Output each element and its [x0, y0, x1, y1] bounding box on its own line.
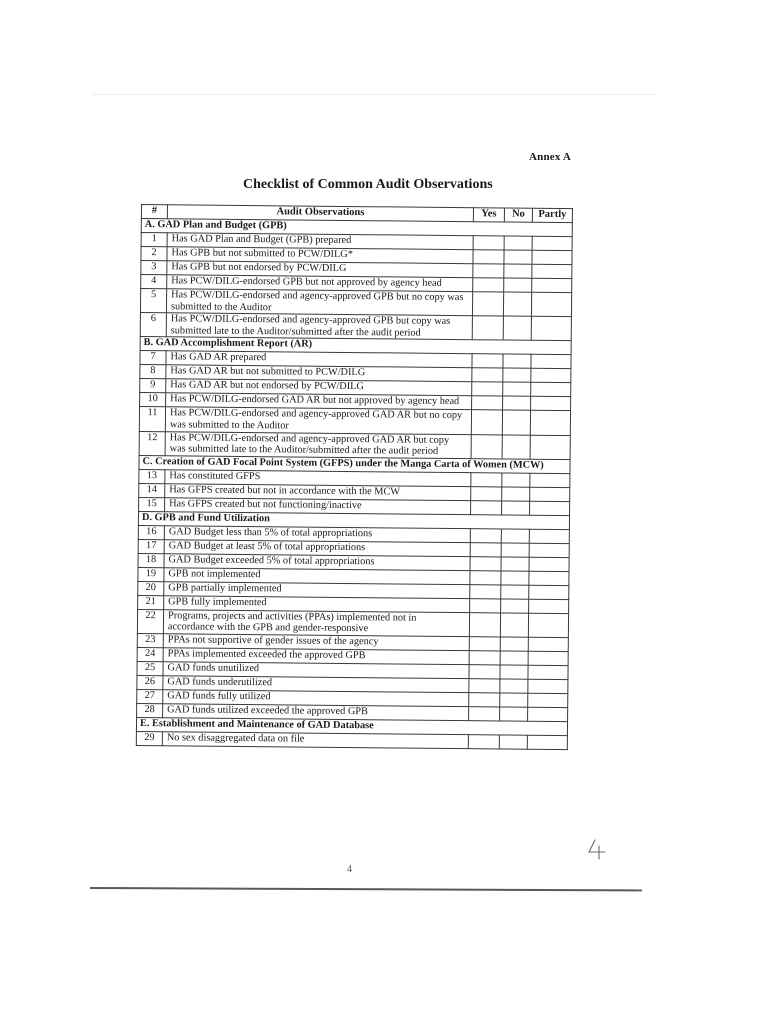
checkbox-partly[interactable]	[528, 651, 568, 665]
checkbox-no[interactable]	[501, 557, 529, 571]
item-number: 6	[140, 313, 166, 337]
table-row	[139, 431, 570, 459]
header-audit-observations: Audit Observations	[167, 205, 473, 222]
checkbox-no[interactable]	[502, 435, 530, 459]
checkbox-yes[interactable]	[469, 679, 500, 693]
checkbox-yes[interactable]	[471, 410, 502, 434]
checkbox-yes[interactable]	[470, 598, 501, 612]
checkbox-no[interactable]	[503, 292, 531, 316]
observation-text: Has GAD AR prepared	[166, 351, 472, 368]
checkbox-partly[interactable]	[529, 571, 569, 585]
checkbox-partly[interactable]	[528, 637, 568, 651]
observation-text: Has GAD AR but not submitted to PCW/DILG	[166, 365, 472, 382]
checkbox-partly[interactable]	[530, 487, 570, 501]
checkbox-yes[interactable]	[470, 528, 501, 542]
observation-text: Has PCW/DILG-endorsed GPB but not approved by agency head	[167, 275, 473, 292]
checkbox-partly[interactable]	[529, 585, 569, 599]
checkbox-no[interactable]	[504, 250, 532, 264]
item-number: 14	[139, 483, 165, 497]
section-title: A. GAD Plan and Budget (GPB)	[141, 219, 572, 237]
checkbox-partly[interactable]	[531, 355, 571, 369]
checkbox-no[interactable]	[501, 529, 529, 543]
item-number: 8	[140, 365, 166, 379]
checkbox-yes[interactable]	[469, 665, 500, 679]
checkbox-yes[interactable]	[473, 264, 504, 278]
section-title: B. GAD Accomplishment Report (AR)	[140, 337, 571, 355]
checkbox-yes[interactable]	[470, 542, 501, 556]
item-number: 12	[139, 431, 165, 455]
checkbox-no[interactable]	[503, 354, 531, 368]
page-title: Checklist of Common Audit Observations	[243, 177, 493, 192]
checkbox-yes[interactable]	[469, 612, 500, 636]
checkbox-no[interactable]	[500, 665, 528, 679]
checkbox-partly[interactable]	[531, 316, 571, 341]
item-number: 4	[141, 275, 167, 289]
observation-text: No sex disaggregated data on file	[162, 732, 468, 749]
checkbox-partly[interactable]	[531, 292, 571, 317]
checkbox-no[interactable]	[502, 501, 530, 515]
observation-text: Has PCW/DILG-endorsed and agency-approved GAD AR but copy was submitted late to the Auditor/submitted after the audit period	[165, 431, 471, 458]
checkbox-yes[interactable]	[469, 651, 500, 665]
item-number: 19	[138, 567, 164, 581]
item-number: 22	[137, 609, 163, 633]
observation-text: Has GPB but not endorsed by PCW/DILG	[167, 261, 473, 278]
observation-text: GPB not implemented	[164, 567, 470, 584]
item-number: 16	[138, 525, 164, 539]
checkbox-yes[interactable]	[469, 693, 500, 707]
checkbox-no[interactable]	[504, 278, 532, 292]
item-number: 18	[138, 553, 164, 567]
checklist-sheet	[136, 204, 572, 750]
item-number: 13	[139, 469, 165, 483]
checkbox-partly[interactable]	[530, 411, 570, 436]
checkbox-no[interactable]	[500, 637, 528, 651]
checkbox-no[interactable]	[503, 382, 531, 396]
scan-edge-bottom	[90, 887, 642, 891]
observation-text: Programs, projects and activities (PPAs) implemented not in accordance with the GPB and gender-responsive	[163, 609, 469, 636]
checkbox-no[interactable]	[502, 410, 530, 434]
handwritten-mark	[586, 838, 610, 862]
checkbox-partly[interactable]	[529, 599, 569, 613]
observation-text: Has PCW/DILG-endorsed and agency-approved GPB but no copy was submitted to the Auditor	[166, 289, 472, 316]
checklist-body	[136, 219, 572, 750]
section-title: E. Establishment and Maintenance of GAD Database	[136, 717, 567, 735]
item-number: 28	[137, 703, 163, 717]
table-row	[139, 407, 570, 435]
checkbox-no[interactable]	[501, 599, 529, 613]
checkbox-partly[interactable]	[529, 529, 569, 543]
checkbox-yes[interactable]	[470, 584, 501, 598]
checkbox-yes[interactable]	[472, 316, 503, 340]
checkbox-yes[interactable]	[468, 735, 499, 749]
checkbox-partly[interactable]	[528, 693, 568, 707]
observation-text: GAD Budget exceeded 5% of total appropriations	[164, 553, 470, 570]
checkbox-no[interactable]	[504, 236, 532, 250]
checkbox-no[interactable]	[499, 735, 527, 749]
checkbox-partly[interactable]	[530, 435, 570, 460]
observation-text: GAD funds fully utilized	[163, 690, 469, 707]
checkbox-partly[interactable]	[531, 369, 571, 383]
checkbox-yes[interactable]	[471, 472, 502, 486]
item-number: 20	[138, 581, 164, 595]
checkbox-partly[interactable]	[532, 264, 572, 278]
checkbox-yes[interactable]	[472, 292, 503, 316]
item-number: 21	[138, 595, 164, 609]
header-no: No	[504, 208, 532, 222]
item-number: 15	[139, 497, 165, 511]
checkbox-no[interactable]	[501, 543, 529, 557]
scan-edge-top	[92, 94, 658, 95]
checkbox-partly[interactable]	[529, 557, 569, 571]
item-number: 2	[141, 247, 167, 261]
observation-text: Has GFPS created but not in accordance with the MCW	[165, 483, 471, 500]
checkbox-partly[interactable]	[528, 613, 568, 638]
item-number: 7	[140, 351, 166, 365]
checkbox-yes[interactable]	[472, 368, 503, 382]
item-number: 26	[137, 675, 163, 689]
checkbox-yes[interactable]	[472, 354, 503, 368]
checkbox-partly[interactable]	[532, 236, 572, 250]
observation-text: Has GPB but not submitted to PCW/DILG*	[167, 247, 473, 264]
observation-text: Has PCW/DILG-endorsed and agency-approved GAD AR but no copy was submitted to the Auditor	[165, 407, 471, 434]
table-row	[140, 289, 571, 317]
checkbox-partly[interactable]	[529, 543, 569, 557]
checkbox-partly[interactable]	[530, 501, 570, 515]
audit-checklist-table	[136, 204, 573, 750]
item-number: 9	[140, 379, 166, 393]
observation-text: GAD Budget less than 5% of total appropriations	[164, 525, 470, 542]
checkbox-no[interactable]	[502, 473, 530, 487]
observation-text: Has PCW/DILG-endorsed GAD AR but not approved by agency head	[166, 393, 472, 410]
checkbox-no[interactable]	[500, 679, 528, 693]
observation-text: Has PCW/DILG-endorsed and agency-approved GPB but copy was submitted late to the Auditor/submitted after the audit period	[166, 313, 472, 340]
checkbox-no[interactable]	[501, 571, 529, 585]
checkbox-no[interactable]	[504, 264, 532, 278]
item-number: 27	[137, 689, 163, 703]
checkbox-yes[interactable]	[469, 637, 500, 651]
checkbox-yes[interactable]	[473, 236, 504, 250]
header-yes: Yes	[473, 208, 504, 222]
checkbox-partly[interactable]	[528, 679, 568, 693]
checkbox-partly[interactable]	[532, 250, 572, 264]
observation-text: GAD Budget at least 5% of total appropriations	[164, 539, 470, 556]
checkbox-yes[interactable]	[471, 486, 502, 500]
item-number: 11	[139, 407, 165, 431]
checkbox-partly[interactable]	[531, 383, 571, 397]
checkbox-partly[interactable]	[530, 473, 570, 487]
item-number: 10	[140, 393, 166, 407]
page-number: 4	[347, 864, 352, 875]
item-number: 17	[138, 539, 164, 553]
section-title: C. Creation of GAD Focal Point System (GFPS) under the Manga Carta of Women (MCW)	[139, 455, 570, 473]
checkbox-yes[interactable]	[472, 396, 503, 410]
checkbox-yes[interactable]	[472, 382, 503, 396]
checkbox-partly[interactable]	[528, 707, 568, 721]
checkbox-yes[interactable]	[471, 434, 502, 458]
observation-text: Has GAD AR but not endorsed by PCW/DILG	[166, 379, 472, 396]
checkbox-yes[interactable]	[470, 570, 501, 584]
table-row	[140, 313, 571, 341]
observation-text: GAD funds underutilized	[163, 676, 469, 693]
checkbox-yes[interactable]	[473, 250, 504, 264]
checkbox-partly[interactable]	[531, 397, 571, 411]
checkbox-partly[interactable]	[532, 278, 572, 292]
checkbox-no[interactable]	[503, 396, 531, 410]
item-number: 29	[136, 731, 162, 745]
observation-text: Has GAD Plan and Budget (GPB) prepared	[167, 233, 473, 250]
checkbox-partly[interactable]	[527, 735, 567, 749]
checkbox-partly[interactable]	[528, 665, 568, 679]
checkbox-no[interactable]	[500, 651, 528, 665]
checkbox-no[interactable]	[502, 487, 530, 501]
observation-text: PPAs implemented exceeded the approved GPB	[163, 648, 469, 665]
observation-text: PPAs not supportive of gender issues of the agency	[163, 634, 469, 651]
checkbox-no[interactable]	[503, 316, 531, 340]
item-number: 23	[137, 633, 163, 647]
checkbox-no[interactable]	[500, 693, 528, 707]
observation-text: GPB fully implemented	[164, 595, 470, 612]
checkbox-yes[interactable]	[471, 500, 502, 514]
checkbox-no[interactable]	[500, 707, 528, 721]
annex-label: Annex A	[529, 151, 572, 163]
item-number: 1	[141, 233, 167, 247]
observation-text: GAD funds utilized exceeded the approved GPB	[163, 704, 469, 721]
checkbox-yes[interactable]	[473, 278, 504, 292]
checkbox-no[interactable]	[501, 585, 529, 599]
checkbox-yes[interactable]	[469, 707, 500, 721]
observation-text: Has constituted GFPS	[165, 469, 471, 486]
item-number: 25	[137, 661, 163, 675]
observation-text: GPB partially implemented	[164, 581, 470, 598]
observation-text: GAD funds unutilized	[163, 662, 469, 679]
table-row	[137, 609, 568, 637]
checkbox-no[interactable]	[503, 368, 531, 382]
checkbox-no[interactable]	[500, 613, 528, 637]
checkbox-yes[interactable]	[470, 556, 501, 570]
item-number: 3	[141, 261, 167, 275]
table-row	[136, 731, 567, 749]
item-number: 24	[137, 647, 163, 661]
header-num: #	[141, 205, 167, 219]
section-title: D. GPB and Fund Utilization	[138, 511, 569, 529]
item-number: 5	[140, 289, 166, 313]
header-partly: Partly	[532, 208, 572, 222]
observation-text: Has GFPS created but not functioning/inactive	[165, 497, 471, 514]
